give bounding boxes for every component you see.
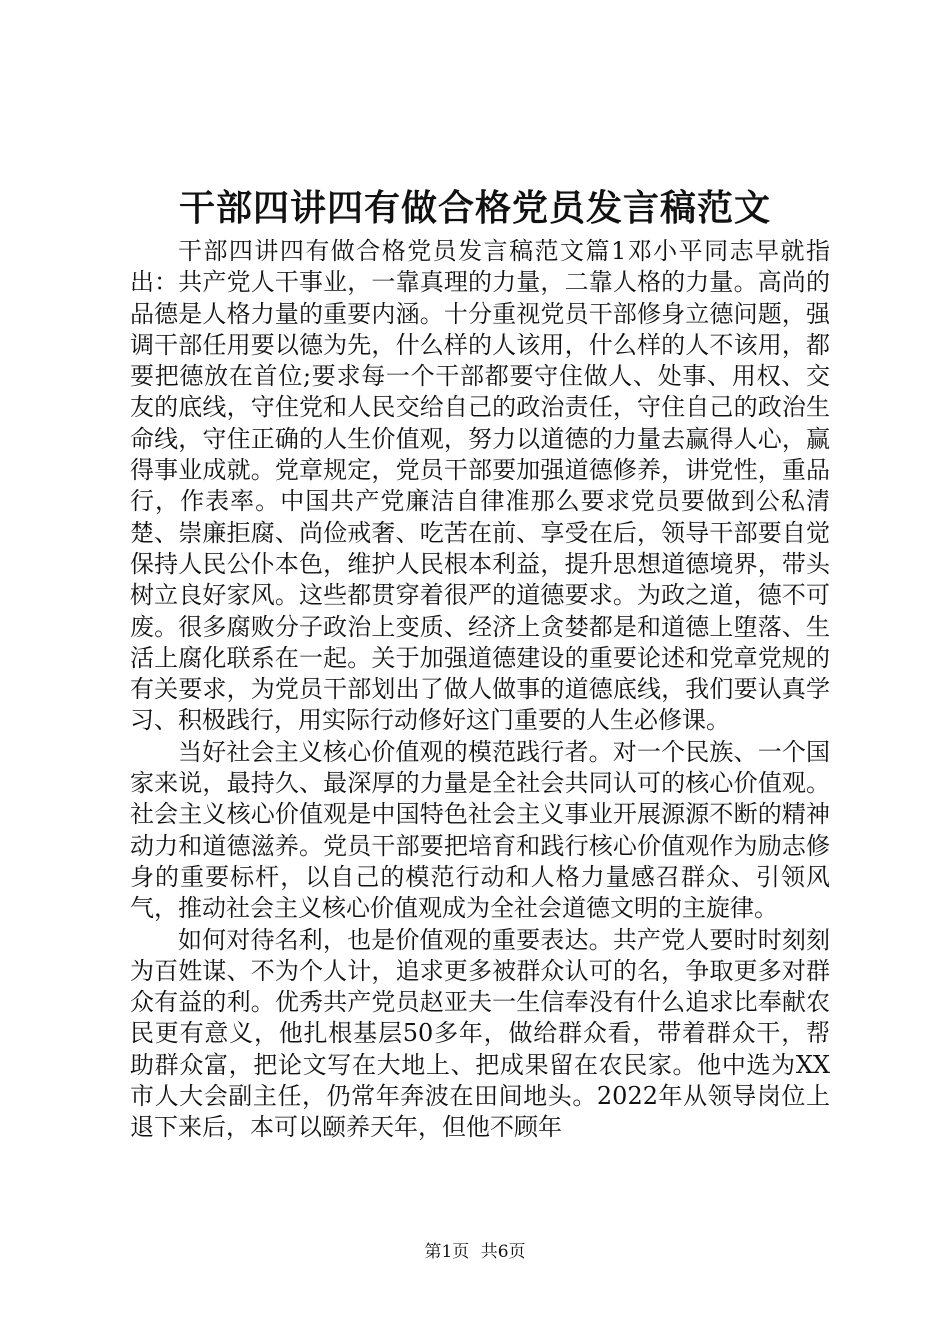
paragraph-3: 如何对待名利，也是价值观的重要表达。共产党人要时时刻刻为百姓谋、不为个人计，追求更多被群众认可的名，争取更多对群众有益的利。优秀共产党员赵亚夫一生信奉没有什么追求比奉献农民更有意义，他扎根基层50多年，做给群众看，带着群众干，帮助群众富，把论文写在大地上、把成果留在农民家。他中选为XX市人大会副主任，仍常年奔波在田间地头。2022年从领导岗位上退下来后，本可以颐养天年，但他不顾年 <box>130 925 830 1142</box>
paragraph-2: 当好社会主义核心价值观的模范践行者。对一个民族、一个国家来说，最持久、最深厚的力量是全社会共同认可的核心价值观。社会主义核心价值观是中国特色社会主义事业开展源源不断的精神动力和道德滋养。党员干部要把培育和践行核心价值观作为励志修身的重要标杆，以自己的模范行动和人格力量感召群众、引领风气，推动社会主义核心价值观成为全社会道德文明的主旋律。 <box>130 737 830 923</box>
document-body <box>130 236 830 1144</box>
page-footer <box>0 1240 950 1264</box>
paragraph-1: 干部四讲四有做合格党员发言稿范文篇1邓小平同志早就指出：共产党人干事业，一靠真理的力量，二靠人格的力量。高尚的品德是人格力量的重要内涵。十分重视党员干部修身立德问题，强调干部任用要以德为先，什么样的人该用，什么样的人不该用，都要把德放在首位;要求每一个干部都要守住做人、处事、用权、交友的底线，守住党和人民交给自己的政治责任，守住自己的政治生命线，守住正确的人生价值观，努力以道德的力量去赢得人心，赢得事业成就。党章规定，党员干部要加强道德修养，讲党性，重品行，作表率。中国共产党廉洁自律准那么要求党员要做到公私清楚、崇廉拒腐、尚俭戒奢、吃苦在前、享受在后，领导干部要自觉保持人民公仆本色，维护人民根本利益，提升思想道德境界，带头树立良好家风。这些都贯穿着很严的道德要求。为政之道，德不可废。很多腐败分子政治上变质、经济上贪婪都是和道德上堕落、生活上腐化联系在一起。关于加强道德建设的重要论述和党章党规的有关要求，为党员干部划出了做人做事的道德底线，我们要认真学习、积极践行，用实际行动修好这门重要的人生必修课。 <box>130 237 830 735</box>
page-total: 共6页 <box>480 1242 526 1262</box>
page-number: 第1页 <box>424 1242 470 1262</box>
document-title: 干部四讲四有做合格党员发言稿范文 <box>178 187 771 229</box>
